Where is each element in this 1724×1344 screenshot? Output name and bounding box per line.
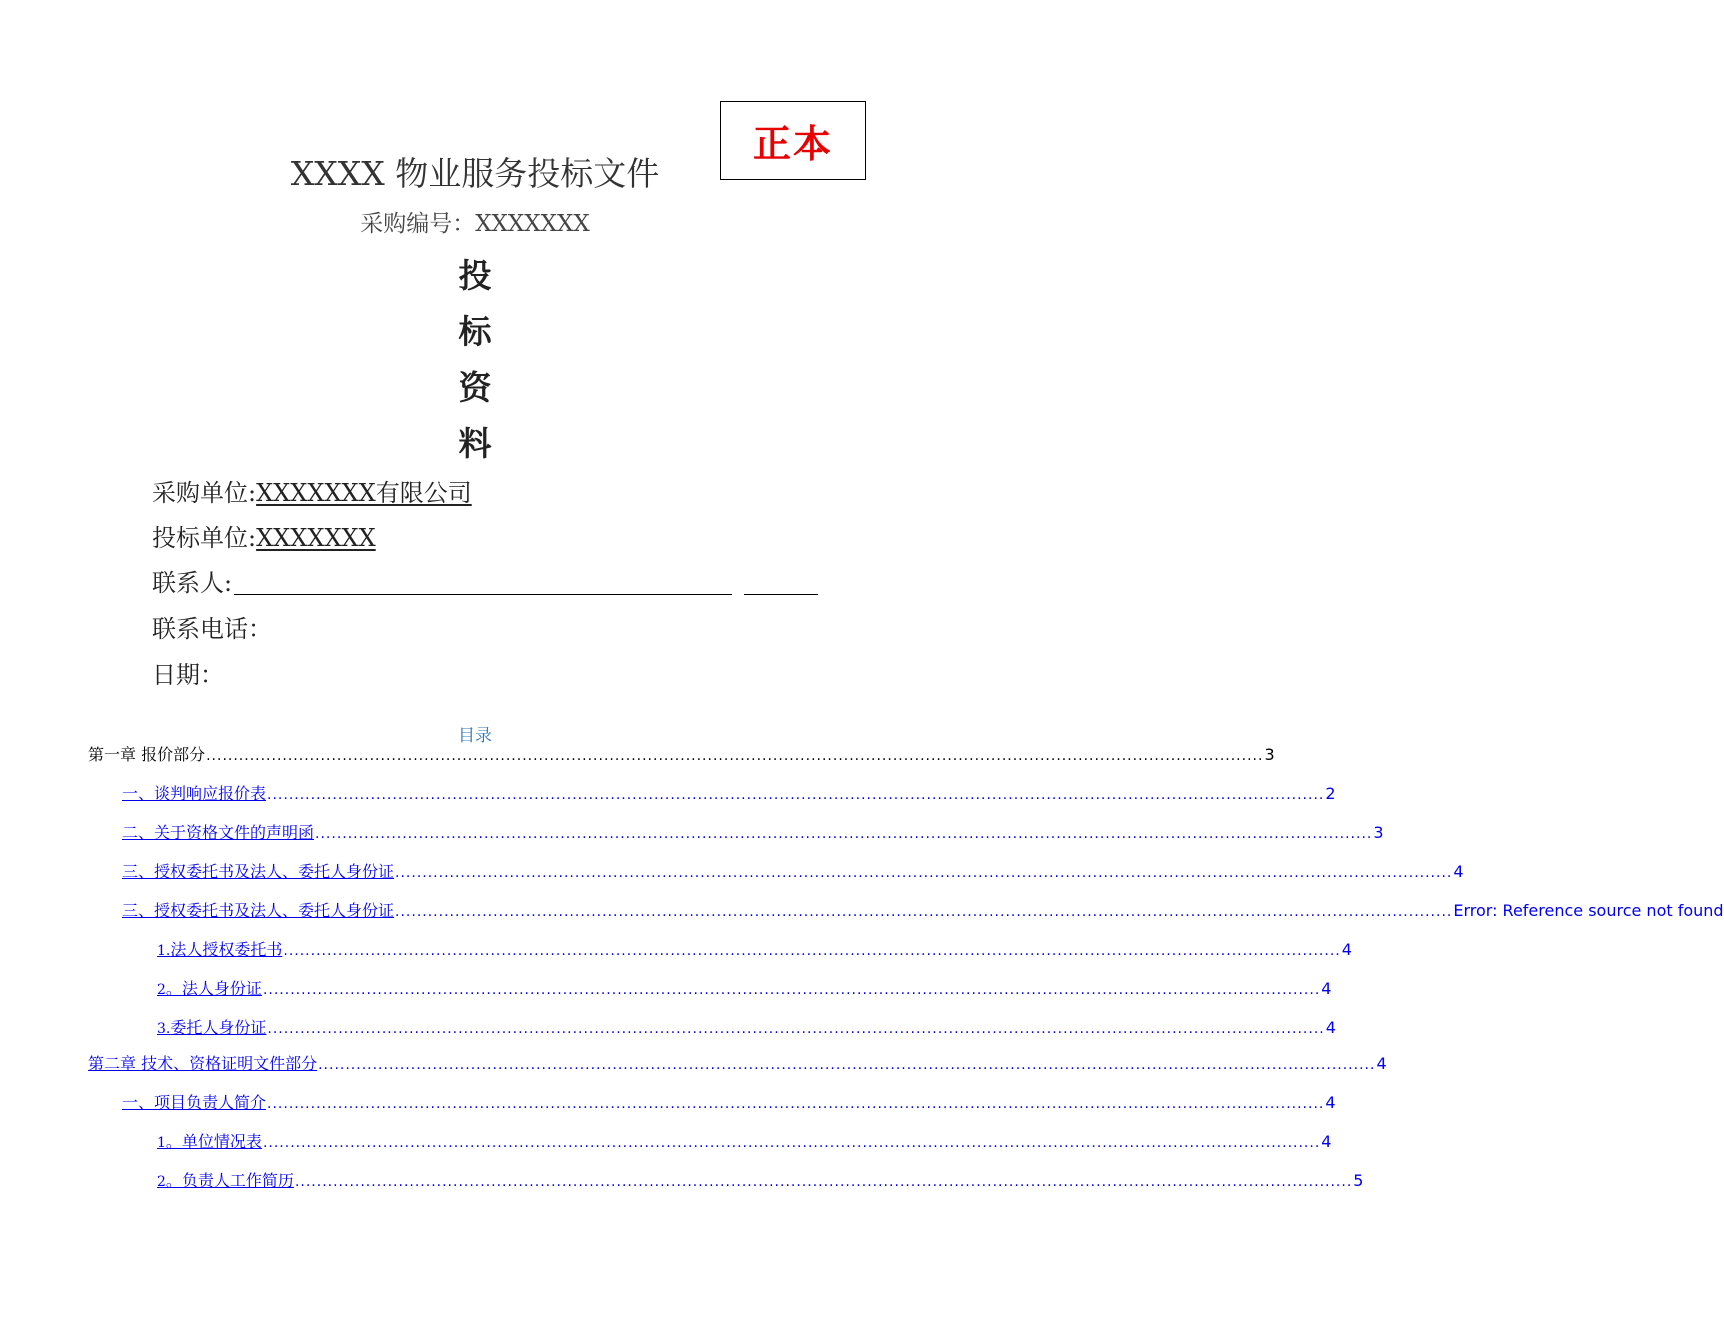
toc-leader-dots: .................................................................................................................................................................................................. [395,904,1453,920]
phone-field [152,612,272,646]
toc-entry-text: 法人授权委托书 [170,940,283,959]
toc-entry[interactable] [88,744,1275,767]
vertical-heading-char-3: 资 [458,368,492,407]
toc-entry[interactable] [157,978,1332,1001]
toc-entry-page: 4 [1453,862,1464,881]
original-copy-stamp: 正本 [720,101,866,180]
contact-field [152,566,818,600]
toc-entry-label [157,1131,262,1154]
toc-entry-page: 4 [1325,1093,1336,1112]
document-title: XXXX 物业服务投标文件 [290,154,660,193]
toc-entry-text: 委托人身份证 [170,1018,267,1037]
toc-entry-label [157,1170,294,1193]
toc-entry[interactable] [122,1092,1336,1115]
toc-entry[interactable] [88,1053,1387,1076]
toc-entry-page-error: Error: Reference source not found [1453,901,1724,920]
toc-leader-dots: .................................................................................................................................................................................................. [262,982,1321,998]
toc-entry-text: 。法人身份证 [165,979,262,998]
purchaser-field [152,476,472,510]
contact-label: 联系人: [152,569,233,597]
toc-entry-label: 三、授权委托书及法人、委托人身份证 [122,901,395,920]
toc-leader-dots: .................................................................................................................................................................................................. [206,748,1264,764]
phone-label: 联系电话： [152,615,272,643]
toc-entry[interactable] [122,900,1724,923]
procurement-number: 采购编号：XXXXXXX [360,211,590,237]
toc-leader-dots: .................................................................................................................................................................................................. [267,787,1325,803]
toc-heading: 目录 [458,726,492,746]
toc-entry-number: 3. [157,1021,171,1037]
toc-entry-page: 4 [1321,1132,1332,1151]
toc-entry-label: 第一章 报价部分 [88,745,206,764]
toc-entry-page: 3 [1264,745,1275,764]
toc-entry-label [157,939,282,962]
toc-leader-dots: .................................................................................................................................................................................................. [267,1021,1325,1037]
toc-entry-number: 2 [157,1174,166,1190]
toc-leader-dots: .................................................................................................................................................................................................. [267,1096,1325,1112]
toc-entry[interactable] [157,939,1352,962]
vertical-heading-char-4: 料 [458,424,492,463]
toc-entry-text: 。负责人工作简历 [165,1171,294,1190]
toc-leader-dots: .................................................................................................................................................................................................. [395,865,1453,881]
toc-entry-label: 三、授权委托书及法人、委托人身份证 [122,862,395,881]
toc-leader-dots: .................................................................................................................................................................................................. [283,943,1341,959]
toc-entry-label: 一、项目负责人简介 [122,1093,267,1112]
toc-entry-page: 4 [1376,1054,1387,1073]
purchaser-value: XXXXXXX有限公司 [256,479,472,507]
toc-leader-dots: .................................................................................................................................................................................................. [315,826,1373,842]
vertical-heading-char-2: 标 [458,312,492,351]
date-label: 日期： [152,661,224,689]
vertical-heading-char-1: 投 [458,256,492,295]
toc-entry-number: 2 [157,982,166,998]
bidder-field [152,521,376,555]
toc-entry-label: 第二章 技术、资格证明文件部分 [88,1054,318,1073]
toc-leader-dots: .................................................................................................................................................................................................. [262,1135,1321,1151]
toc-entry[interactable] [157,1131,1332,1154]
toc-entry-page: 4 [1325,1018,1336,1037]
toc-entry-label [157,1017,266,1040]
bidder-value: XXXXXXX [256,524,376,552]
toc-entry[interactable] [122,822,1384,845]
date-field [152,658,224,692]
toc-entry[interactable] [157,1170,1364,1193]
contact-blank-short [744,594,818,595]
toc-entry-page: 4 [1321,979,1332,998]
toc-leader-dots: .................................................................................................................................................................................................. [294,1174,1353,1190]
toc-entry-number: 1 [157,1135,166,1151]
toc-entry[interactable] [122,783,1336,806]
contact-blank-line [234,594,732,595]
toc-entry-label: 二、关于资格文件的声明函 [122,823,315,842]
toc-entry[interactable] [157,1017,1336,1040]
bidder-label: 投标单位: [152,524,257,552]
toc-entry-page: 3 [1373,823,1384,842]
toc-entry-label: 一、谈判响应报价表 [122,784,267,803]
toc-entry-page: 5 [1353,1171,1364,1190]
toc-entry-text: 。单位情况表 [165,1132,262,1151]
toc-entry-number: 1. [157,943,171,959]
toc-leader-dots: .................................................................................................................................................................................................. [318,1057,1376,1073]
toc-entry-label [157,978,262,1001]
toc-entry[interactable] [122,861,1464,884]
toc-entry-page: 2 [1325,784,1336,803]
purchaser-label: 采购单位: [152,479,257,507]
toc-entry-page: 4 [1341,940,1352,959]
